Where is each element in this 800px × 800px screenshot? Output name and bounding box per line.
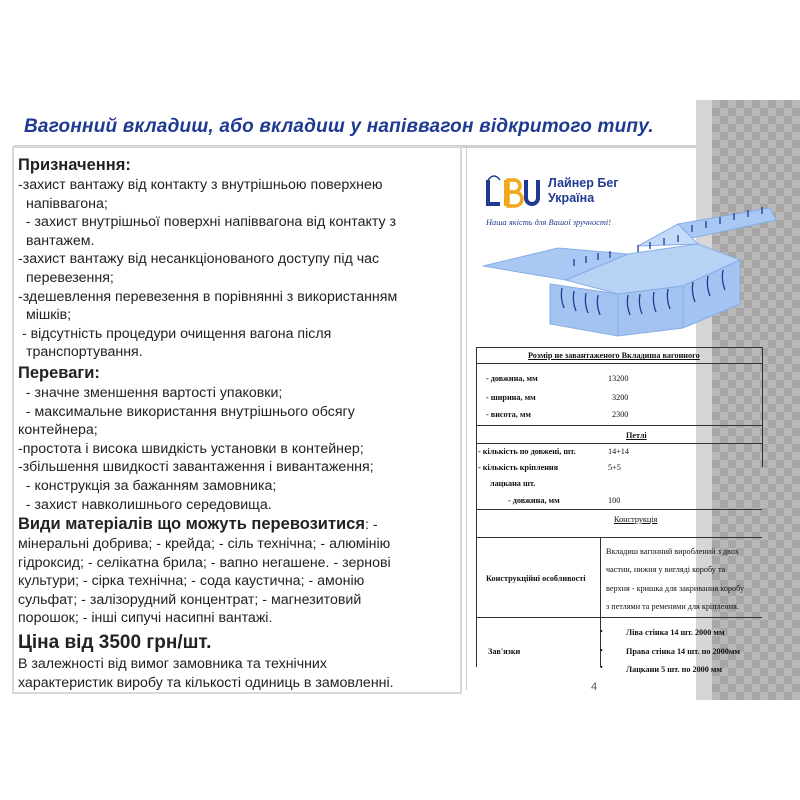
advantages-heading: Переваги: — [18, 363, 100, 382]
ties-label: Зав'язки — [488, 647, 521, 656]
material-line: культури; - сірка технічна; - сода каустична; - амонію — [18, 573, 365, 590]
loops-label-fastening: - кількість кріплення — [478, 463, 559, 472]
size-label-length: - довжина, мм — [486, 374, 538, 383]
loops-value-count: 14+14 — [608, 447, 629, 456]
advantage-line: -простота і висока швидкість установки в контейнер; — [18, 440, 364, 457]
size-header: Розмір не завантаженого Вкладиша вагонного — [528, 351, 700, 360]
features-line: з петлями та ременями для кріплення. — [606, 602, 739, 611]
features-line: Вкладиш вагонний вироблений з двох — [606, 547, 739, 556]
price: Ціна від 3500 грн/шт. — [18, 632, 212, 654]
features-line: верхня - кришка для закривання коробу — [606, 584, 745, 593]
material-line: мінеральні добрива; - крейда; - сіль технічна; - алюмінію — [18, 536, 391, 553]
size-value-length: 13200 — [608, 374, 629, 383]
ties-bullet: • — [600, 646, 603, 655]
advantages-list — [18, 384, 448, 514]
ties-bullet: • — [600, 627, 603, 636]
loops-label-length: - довжина, мм — [508, 496, 560, 505]
loops-label-fastening-2: лацкана шт. — [490, 479, 536, 488]
logo-name-line1: Лайнер Бег — [548, 176, 619, 190]
purpose-heading: Призначення: — [18, 156, 131, 174]
logo-slogan: Наша якість для Вашої зручності! — [486, 218, 612, 227]
purpose-line: -захист вантажу від контакту з внутрішньою поверхнею — [18, 177, 383, 193]
logo-name-line2: Україна — [548, 191, 595, 205]
note-line: характеристик виробу та кількості одиниць в замовленні. — [18, 674, 394, 691]
advantage-line: - максимальне використання внутрішнього обсягу — [18, 403, 355, 420]
construction-header: Конструкція — [614, 515, 658, 524]
wagon-liner-illustration — [478, 196, 778, 341]
purpose-line: - відсутність процедури очищення вагона після — [18, 325, 332, 342]
loops-label-count: - кількість по довжені, шт. — [478, 447, 576, 456]
material-line: гідроксид; - селікатна брила; - вапно негашене. - зернові — [18, 554, 391, 571]
loops-header: Петлі — [626, 431, 647, 440]
purpose-line: перевезення; — [26, 269, 114, 286]
materials-list — [18, 535, 448, 628]
advantage-line: контейнера; — [18, 422, 98, 439]
note-line: В залежності від вимог замовника та технічних — [18, 656, 327, 673]
purpose-list — [18, 176, 448, 362]
ties-bullet: • — [600, 663, 603, 672]
purpose-line: -здешевлення перевезення в порівнянні з використанням — [18, 288, 398, 305]
material-line: порошок; - інші сипучі насипні вантажі. — [18, 610, 273, 627]
purpose-line: - захист внутрішньої поверхні напіввагона від контакту з — [18, 214, 397, 231]
advantage-line: - значне зменшення вартості упаковки; — [18, 384, 283, 401]
materials-heading-row — [18, 514, 448, 535]
advantage-line: - захист навколишнього середовища. — [18, 496, 272, 513]
advantage-line: - конструкція за бажанням замовника; — [18, 477, 277, 494]
purpose-line: -захист вантажу від несанкціонованого доступу під час — [18, 251, 380, 268]
ties-item: Права стінка 14 шт. по 2000мм — [626, 647, 740, 656]
purpose-line: напіввагона; — [26, 195, 108, 212]
page-number: 4 — [591, 681, 598, 693]
ties-item: Ліва стінка 14 шт. 2000 мм — [626, 628, 725, 637]
size-value-height: 2300 — [612, 410, 629, 419]
ties-item: Лацкани 5 шт. по 2000 мм — [626, 665, 723, 674]
description-text — [18, 154, 448, 692]
size-label-height: - висота, мм — [486, 410, 531, 419]
features-label: Конструкційні особливості — [486, 574, 586, 583]
loops-value-length: 100 — [608, 496, 621, 505]
features-line: частин, нижня у вигляді коробу та — [606, 565, 726, 574]
advantage-line: -збільшення швидкості завантаження і вивантаження; — [18, 459, 374, 476]
slide-title: Вагонний вкладиш, або вкладиш у напіввагон відкритого типу. — [24, 116, 654, 137]
materials-heading: Види матеріалів що можуть перевозитися — [18, 515, 365, 534]
purpose-line: вантажем. — [26, 232, 95, 249]
material-line: сульфат; - залізорудний концентрат; - магнезитовий — [18, 591, 362, 608]
purpose-line: мішків; — [26, 307, 72, 324]
size-value-width: 3200 — [612, 393, 629, 402]
purpose-line: транспортування. — [26, 344, 143, 361]
loops-value-fastening: 5+5 — [608, 463, 621, 472]
materials-heading-tail: : - — [364, 517, 378, 534]
size-label-width: - ширина, мм — [486, 393, 536, 402]
